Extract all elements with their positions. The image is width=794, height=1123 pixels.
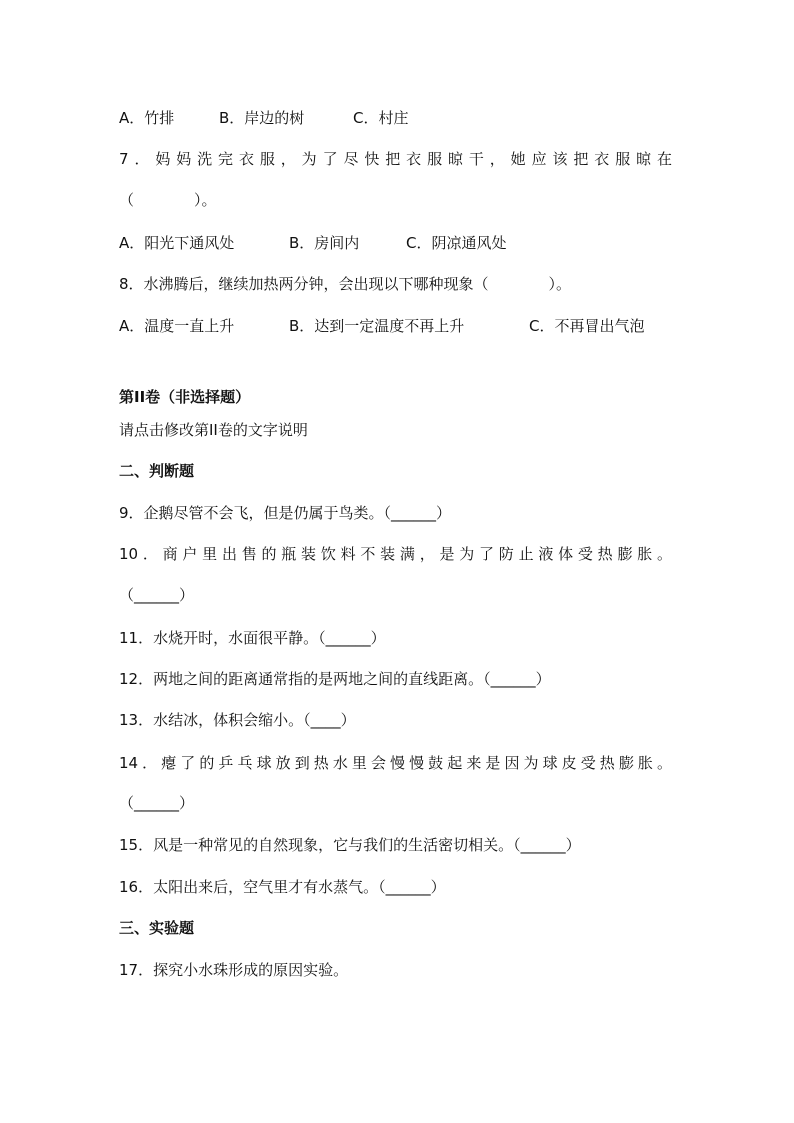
q8-stem: 8．水沸腾后，继续加热两分钟，会出现以下哪种现象（ ）。 (119, 275, 572, 293)
q6-option-c: C．村庄 (353, 109, 409, 127)
q8-option-a: A．温度一直上升 (119, 317, 235, 335)
section-experiment-title: 三、实验题 (119, 919, 195, 937)
q7-stem: 7．妈妈洗完衣服，为了尽快把衣服晾干，她应该把衣服晾在 (119, 150, 672, 168)
q14-blank: （______） (119, 794, 195, 812)
q10-blank: （______） (119, 586, 195, 604)
q7-blank: （ ）。 (119, 191, 217, 209)
q14-stem: 14．瘪了的乒乓球放到热水里会慢慢鼓起来是因为球皮受热膨胀。 (119, 754, 672, 772)
q16: 16．太阳出来后，空气里才有水蒸气。（______） (119, 878, 446, 896)
q13: 13．水结冰，体积会缩小。（____） (119, 711, 356, 729)
q7-options (119, 232, 506, 254)
q8-options (119, 315, 644, 337)
q6-option-a: A．竹排 (119, 109, 175, 127)
q6-options (119, 107, 408, 129)
q9: 9．企鹅尽管不会飞，但是仍属于鸟类。（______） (119, 504, 452, 522)
q7-option-a: A．阳光下通风处 (119, 234, 235, 252)
q17: 17．探究小水珠形成的原因实验。 (119, 961, 349, 979)
q10-stem: 10．商户里出售的瓶装饮料不装满，是为了防止液体受热膨胀。 (119, 545, 672, 563)
q15: 15．风是一种常见的自然现象，它与我们的生活密切相关。（______） (119, 836, 581, 854)
q12: 12．两地之间的距离通常指的是两地之间的直线距离。（______） (119, 670, 551, 688)
section-judge-title: 二、判断题 (119, 462, 195, 480)
q8-option-c: C．不再冒出气泡 (529, 317, 645, 335)
part2-title: 第II卷（非选择题） (119, 388, 251, 406)
q8-option-b: B．达到一定温度不再上升 (289, 317, 465, 335)
q6-option-b: B．岸边的树 (219, 109, 305, 127)
q7-option-c: C．阴凉通风处 (406, 234, 507, 252)
part2-note: 请点击修改第II卷的文字说明 (119, 421, 308, 439)
q7-option-b: B．房间内 (289, 234, 360, 252)
q11: 11．水烧开时，水面很平静。（______） (119, 629, 386, 647)
